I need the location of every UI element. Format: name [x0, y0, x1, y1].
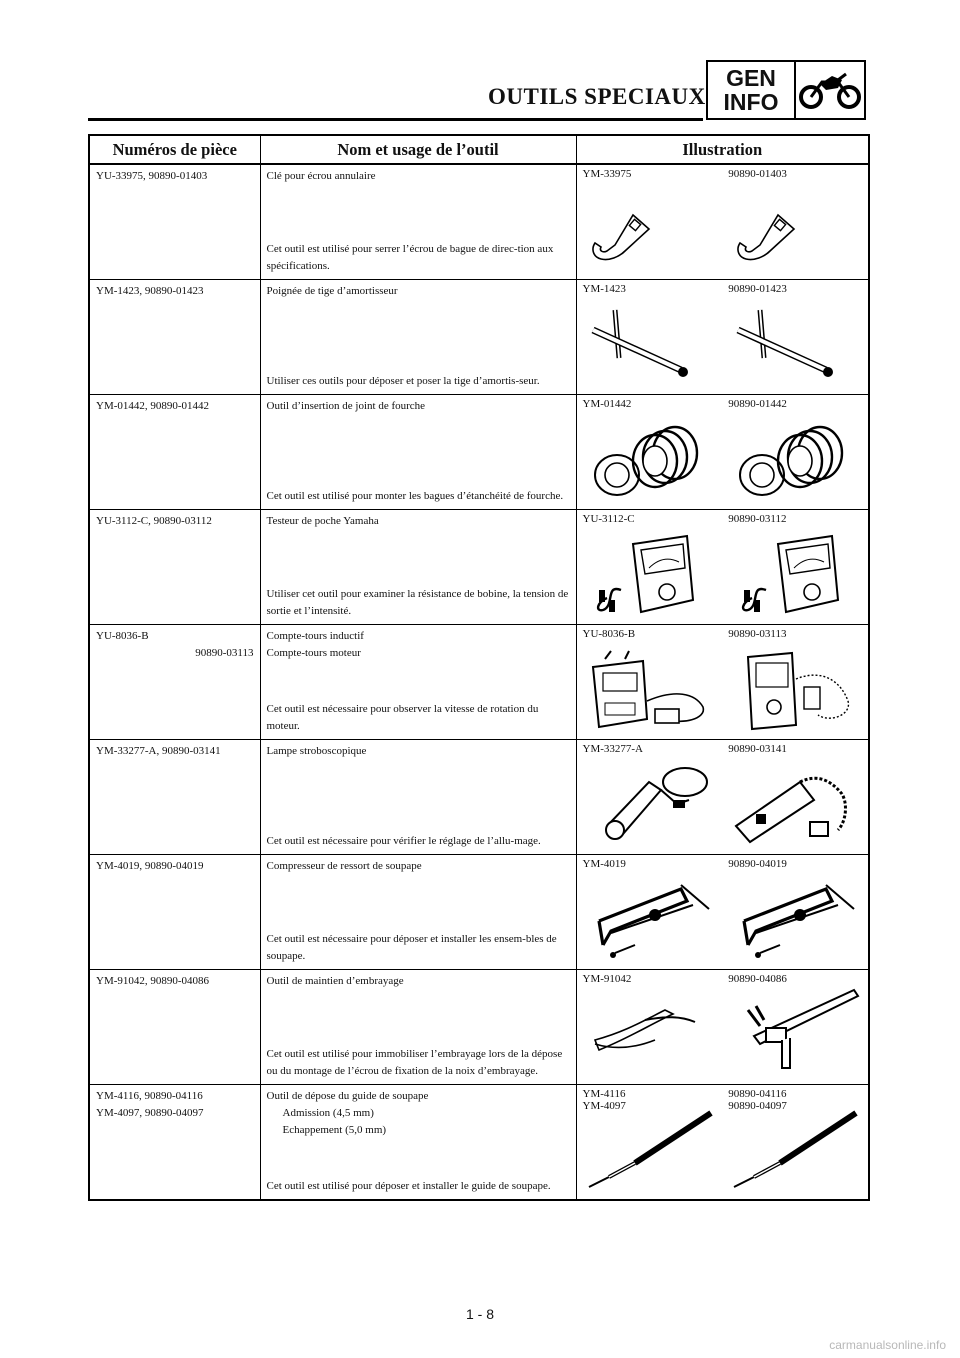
illustration-left — [577, 1088, 723, 1199]
tool-name-usage-cell — [260, 855, 576, 970]
tachometer-icon — [730, 649, 858, 737]
table-row — [89, 164, 869, 280]
ring-nut-wrench-icon — [730, 211, 800, 277]
illustration-right — [722, 283, 868, 394]
table-row — [89, 280, 869, 395]
tool-name: Outil d’insertion de joint de fourche — [266, 400, 426, 412]
illustration-cell — [576, 740, 869, 855]
valve-guide-remover-icon — [730, 1109, 860, 1197]
part-numbers-cell — [89, 740, 260, 855]
tool-usage: Cet outil est nécessaire pour observer la vitesse de rotation du moteur. — [266, 703, 539, 732]
tool-usage: Cet outil est nécessaire pour vérifier le réglage de l’allu-mage. — [266, 835, 541, 847]
part-number: YM-4116, 90890-04116 — [96, 1090, 203, 1102]
illustration-right — [722, 858, 868, 969]
tool-usage: Cet outil est utilisé pour immobiliser l’embrayage lors de la dépose ou du montage de l’écrou de fixation de la noix d’embrayage. — [266, 1048, 563, 1077]
illustration-right — [722, 1088, 868, 1199]
part-number: YM-91042, 90890-04086 — [96, 975, 210, 987]
illustration-label: 90890-01403 — [728, 168, 787, 180]
part-number: YU-33975, 90890-01403 — [96, 170, 208, 182]
illustration-left — [577, 168, 723, 279]
badge-line-gen: GEN — [726, 65, 776, 91]
valve-guide-remover-icon — [585, 1109, 715, 1197]
part-numbers-cell — [89, 1085, 260, 1201]
illustration-label: YM-1423 — [582, 283, 626, 295]
part-numbers-cell — [89, 510, 260, 625]
watermark: carmanualsonline.info — [829, 1338, 946, 1352]
illustration-right — [722, 973, 868, 1084]
tool-variant: Echappement (5,0 mm) — [282, 1124, 387, 1136]
illustration-cell — [576, 164, 869, 280]
badge-text — [708, 62, 796, 118]
valve-spring-compressor-icon — [730, 881, 860, 967]
tool-name-usage-cell — [260, 510, 576, 625]
tool-usage: Utiliser ces outils pour déposer et poser la tige d’amortis-seur. — [266, 375, 540, 387]
illustration-label: YM-4019 — [582, 858, 626, 870]
illustration-left — [577, 398, 723, 509]
tool-variant: Admission (4,5 mm) — [282, 1107, 374, 1119]
illustration-label: 90890-04086 — [728, 973, 787, 985]
tool-name: Outil de maintien d’embrayage — [266, 975, 404, 987]
illustration-label: YU-3112-C — [582, 513, 635, 525]
part-number: YU-8036-B — [96, 630, 149, 642]
pocket-tester-icon — [730, 534, 850, 622]
illustration-right — [722, 628, 868, 739]
part-numbers-cell — [89, 280, 260, 395]
illustration-right — [722, 398, 868, 509]
part-numbers-cell — [89, 164, 260, 280]
part-numbers-cell — [89, 625, 260, 740]
table-row — [89, 855, 869, 970]
table-row — [89, 740, 869, 855]
page-number: 1 - 8 — [465, 1306, 494, 1322]
illustration-cell — [576, 625, 869, 740]
tool-name-usage-cell — [260, 970, 576, 1085]
tool-name-usage-cell — [260, 395, 576, 510]
tachometer-icon — [585, 649, 713, 737]
part-number: YM-4019, 90890-04019 — [96, 860, 204, 872]
tool-usage: Cet outil est utilisé pour serrer l’écrou de bague de direc-tion aux spécifications. — [266, 243, 554, 272]
tool-name: Compresseur de ressort de soupape — [266, 860, 422, 872]
illustration-right — [722, 743, 868, 854]
illustration-left — [577, 628, 723, 739]
part-number: YU-3112-C, 90890-03112 — [96, 515, 212, 527]
pocket-tester-icon — [585, 534, 705, 622]
timing-light-icon — [730, 764, 858, 852]
col-header-tool-name-usage: Nom et usage de l’outil — [260, 135, 576, 164]
tool-name: Compte-tours inductif — [266, 630, 364, 642]
part-number: YM-4097, 90890-04097 — [96, 1107, 204, 1119]
tool-name-usage-cell — [260, 280, 576, 395]
part-numbers-cell — [89, 970, 260, 1085]
illustration-cell — [576, 395, 869, 510]
illustration-label: YM-33975 — [582, 168, 632, 180]
table-row — [89, 395, 869, 510]
illustration-cell — [576, 280, 869, 395]
tool-name-usage-cell — [260, 1085, 576, 1201]
header-rule — [88, 118, 703, 121]
part-numbers-cell — [89, 395, 260, 510]
clutch-holder-icon — [730, 980, 860, 1082]
illustration-label: 90890-01423 — [728, 283, 787, 295]
special-tools-table — [88, 134, 870, 1201]
section-badge — [706, 60, 866, 120]
part-numbers-cell — [89, 855, 260, 970]
tool-usage: Cet outil est utilisé pour déposer et installer le guide de soupape. — [266, 1180, 551, 1192]
tool-usage: Cet outil est nécessaire pour déposer et installer les ensem-bles de soupape. — [266, 933, 557, 962]
t-handle-icon — [730, 306, 840, 392]
illustration-label: YM-91042 — [582, 973, 632, 985]
illustration-left — [577, 283, 723, 394]
page-title: OUTILS SPECIAUX — [488, 84, 706, 109]
illustration-label: 90890-03141 — [728, 743, 787, 755]
illustration-label: YM-4097 — [582, 1100, 626, 1112]
illustration-label: 90890-03113 — [728, 628, 787, 640]
tool-usage: Cet outil est utilisé pour monter les bagues d’étanchéité de fourche. — [266, 490, 564, 502]
part-number: YM-01442, 90890-01442 — [96, 400, 210, 412]
tool-name-usage-cell — [260, 164, 576, 280]
illustration-label: YM-33277-A — [582, 743, 643, 755]
col-header-illustration: Illustration — [576, 135, 869, 164]
illustration-right — [722, 168, 868, 279]
table-row — [89, 1085, 869, 1201]
illustration-label: 90890-04097 — [728, 1100, 787, 1112]
table-row — [89, 625, 869, 740]
t-handle-icon — [585, 306, 695, 392]
illustration-label: YM-4116 — [582, 1088, 626, 1100]
ring-nut-wrench-icon — [585, 211, 655, 277]
table-row — [89, 510, 869, 625]
seal-driver-icon — [730, 423, 850, 507]
valve-spring-compressor-icon — [585, 881, 715, 967]
illustration-left — [577, 743, 723, 854]
illustration-cell — [576, 855, 869, 970]
motorcycle-icon — [796, 62, 864, 118]
illustration-cell — [576, 510, 869, 625]
tool-name: Poignée de tige d’amortisseur — [266, 285, 398, 297]
tool-name: Testeur de poche Yamaha — [266, 515, 379, 527]
illustration-cell — [576, 970, 869, 1085]
illustration-left — [577, 513, 723, 624]
clutch-holder-icon — [585, 980, 715, 1082]
table-row — [89, 970, 869, 1085]
timing-light-icon — [585, 764, 713, 852]
illustration-label: 90890-04019 — [728, 858, 787, 870]
tool-name-usage-cell — [260, 625, 576, 740]
illustration-label: 90890-04116 — [728, 1088, 787, 1100]
tool-name: Clé pour écrou annulaire — [266, 170, 376, 182]
part-number: 90890-03113 — [195, 647, 254, 659]
tool-usage: Utiliser cet outil pour examiner la résistance de bobine, la tension de sortie et l’intensité. — [266, 588, 569, 617]
tool-name: Outil de dépose du guide de soupape — [266, 1090, 429, 1102]
tool-name-usage-cell — [260, 740, 576, 855]
illustration-right — [722, 513, 868, 624]
illustration-left — [577, 973, 723, 1084]
badge-line-info: INFO — [723, 89, 779, 115]
illustration-label: YM-01442 — [582, 398, 632, 410]
seal-driver-icon — [585, 423, 705, 507]
col-header-part-numbers: Numéros de pièce — [89, 135, 260, 164]
part-number: YM-1423, 90890-01423 — [96, 285, 204, 297]
tool-name: Lampe stroboscopique — [266, 745, 367, 757]
illustration-label: 90890-01442 — [728, 398, 787, 410]
illustration-cell — [576, 1085, 869, 1201]
part-number: YM-33277-A, 90890-03141 — [96, 745, 221, 757]
illustration-label: 90890-03112 — [728, 513, 787, 525]
illustration-left — [577, 858, 723, 969]
tool-name: Compte-tours moteur — [266, 647, 361, 659]
illustration-label: YU-8036-B — [582, 628, 636, 640]
table-header-row — [89, 135, 869, 164]
